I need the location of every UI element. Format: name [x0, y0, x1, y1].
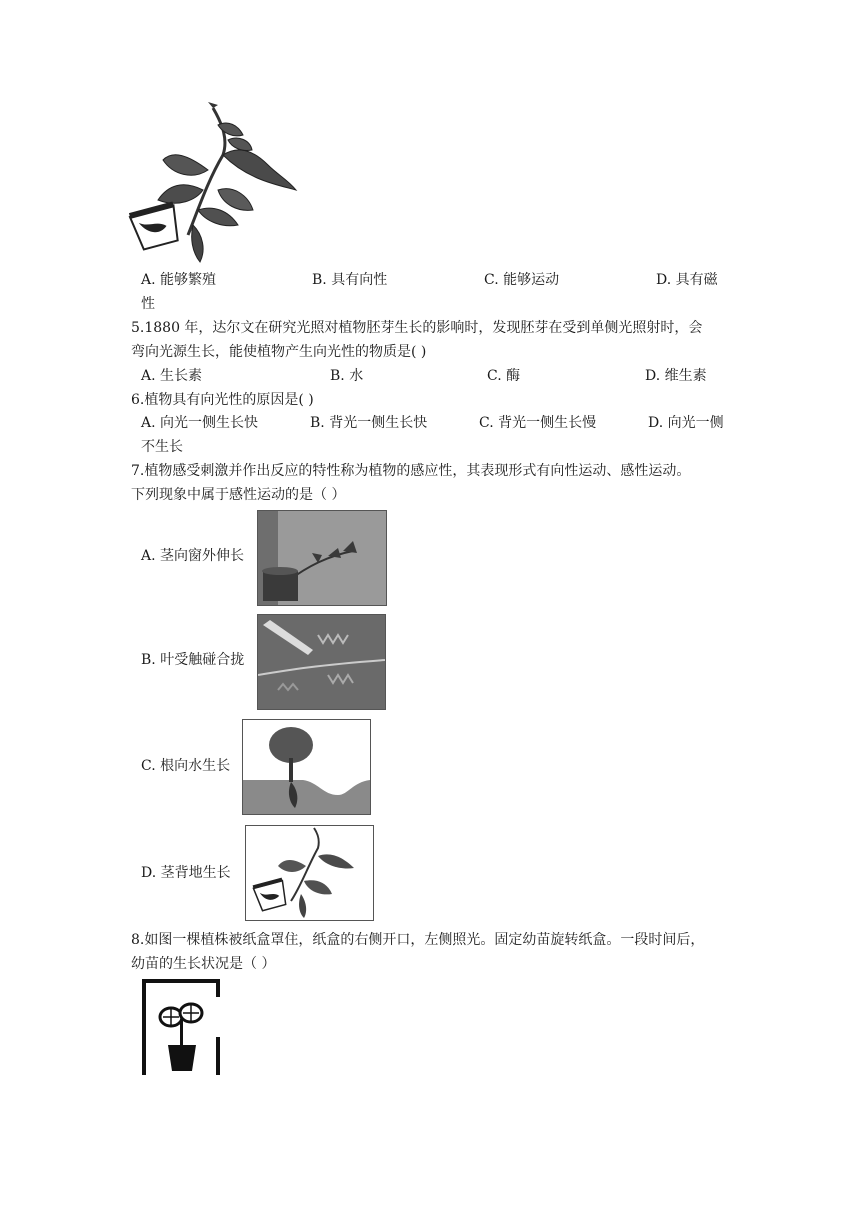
seedling-in-box-image — [138, 977, 224, 1077]
q5-option-c[interactable]: C. 酶 — [487, 368, 521, 384]
q5-option-d[interactable]: D. 维生素 — [645, 368, 707, 384]
q4-option-a[interactable]: A. 能够繁殖 — [141, 272, 217, 288]
root-toward-water-image — [242, 719, 371, 815]
q7-question-line2: 下列现象中属于感性运动的是（ ） — [131, 487, 346, 503]
q5-question-line2: 弯向光源生长，能使植物产生向光性的物质是( ) — [131, 344, 427, 360]
q6-question-line1: 6.植物具有向光性的原因是( ) — [131, 392, 314, 408]
q7-option-d[interactable]: D. 茎背地生长 — [141, 865, 231, 881]
q7-option-b[interactable]: B. 叶受触碰合拢 — [141, 652, 245, 668]
stem-against-gravity-image — [245, 825, 374, 921]
q6-option-c[interactable]: C. 背光一侧生长慢 — [479, 415, 597, 431]
q4-option-b[interactable]: B. 具有向性 — [312, 272, 388, 288]
q5-question-line1: 5.1880 年，达尔文在研究光照对植物胚芽生长的影响时，发现胚芽在受到单侧光照射时，会 — [131, 320, 703, 336]
q7-question-line1: 7.植物感受刺激并作出反应的特性称为植物的感应性，其表现形式有向性运动、感性运动。 — [131, 463, 691, 479]
q5-option-a[interactable]: A. 生长素 — [141, 368, 203, 384]
plant-tipped-pot-image — [128, 100, 298, 265]
q6-option-d-wrap: 不生长 — [141, 439, 183, 455]
q7-option-a[interactable]: A. 茎向窗外伸长 — [141, 548, 245, 564]
q6-option-b[interactable]: B. 背光一侧生长快 — [310, 415, 428, 431]
q4-option-c[interactable]: C. 能够运动 — [484, 272, 560, 288]
q6-option-d[interactable]: D. 向光一侧 — [648, 415, 724, 431]
stem-toward-window-photo — [257, 510, 387, 606]
q4-option-d[interactable]: D. 具有磁 — [656, 272, 718, 288]
q8-question-line1: 8.如图一棵植株被纸盒罩住，纸盒的右侧开口，左侧照光。固定幼苗旋转纸盒。一段时间后， — [131, 932, 705, 948]
q8-question-line2: 幼苗的生长状况是（ ） — [131, 956, 276, 972]
q7-option-c[interactable]: C. 根向水生长 — [141, 758, 231, 774]
q5-option-b[interactable]: B. 水 — [330, 368, 364, 384]
q4-option-d-wrap: 性 — [141, 296, 155, 312]
leaf-touch-photo — [257, 614, 386, 710]
q6-option-a[interactable]: A. 向光一侧生长快 — [141, 415, 259, 431]
